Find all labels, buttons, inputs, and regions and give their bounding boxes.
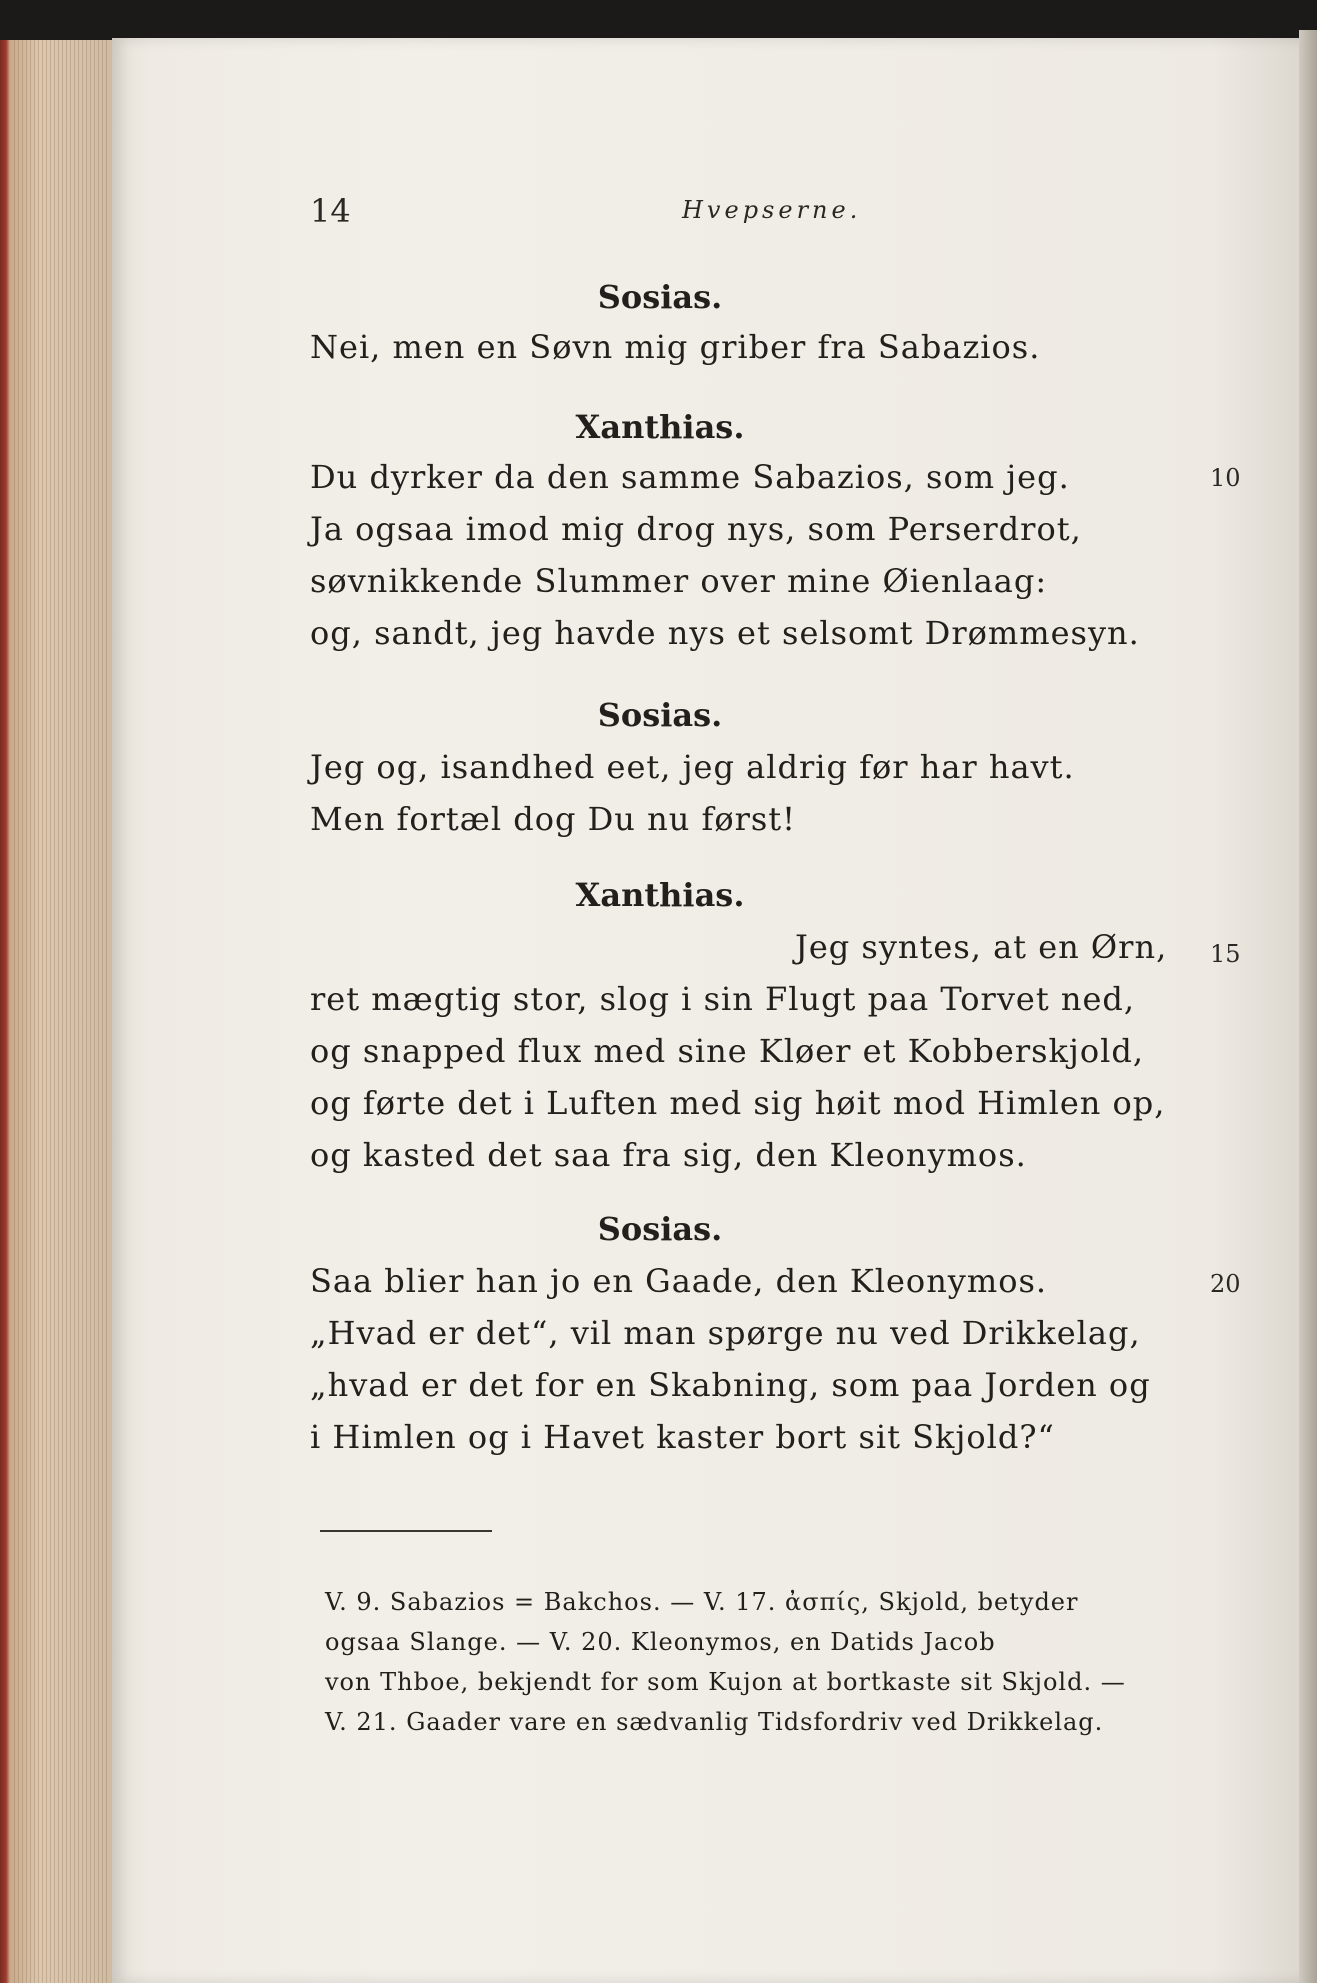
speaker-label: Sosias. xyxy=(597,278,723,316)
footnote-separator xyxy=(320,1530,492,1532)
page-number: 14 xyxy=(310,192,351,230)
verse-line: Men fortæl dog Du nu først! xyxy=(310,800,797,838)
line-number: 15 xyxy=(1210,940,1241,968)
footnote-line: von Thboe, bekjendt for som Kujon at bortkaste sit Skjold. — xyxy=(325,1668,1126,1696)
verse-line: Jeg og, isandhed eet, jeg aldrig før har havt. xyxy=(310,748,1075,786)
verse-line: og snapped flux med sine Kløer et Kobberskjold, xyxy=(310,1032,1144,1070)
verse-line: Saa blier han jo en Gaade, den Kleonymos. xyxy=(310,1262,1048,1300)
line-number: 10 xyxy=(1210,464,1241,492)
verse-line: „hvad er det for en Skabning, som paa Jorden og xyxy=(310,1366,1151,1404)
footnote-line: ogsaa Slange. — V. 20. Kleonymos, en Datids Jacob xyxy=(325,1628,996,1656)
verse-line: Ja ogsaa imod mig drog nys, som Perserdrot, xyxy=(310,510,1082,548)
line-number: 20 xyxy=(1210,1270,1241,1298)
verse-line: og kasted det saa fra sig, den Kleonymos. xyxy=(310,1136,1027,1174)
verse-line: Nei, men en Søvn mig griber fra Sabazios. xyxy=(310,328,1041,366)
speaker-label: Sosias. xyxy=(597,696,723,734)
speaker-label: Xanthias. xyxy=(575,408,745,446)
verse-line: „Hvad er det“, vil man spørge nu ved Drikkelag, xyxy=(310,1314,1141,1352)
speaker-label: Xanthias. xyxy=(575,876,745,914)
page-stack-edges xyxy=(14,40,108,1983)
footnote-line: V. 21. Gaader vare en sædvanlig Tidsfordriv ved Drikkelag. xyxy=(325,1708,1104,1736)
verse-line: Jeg syntes, at en Ørn, xyxy=(795,928,1168,966)
page-right-edge xyxy=(1299,30,1317,1983)
page-header xyxy=(310,192,1210,242)
verse-line: og førte det i Luften med sig høit mod Himlen op, xyxy=(310,1084,1166,1122)
running-title: Hvepserne. xyxy=(682,196,862,224)
verse-line: og, sandt, jeg havde nys et selsomt Drømmesyn. xyxy=(310,614,1140,652)
verse-line: Du dyrker da den samme Sabazios, som jeg. xyxy=(310,458,1070,496)
verse-line: søvnikkende Slummer over mine Øienlaag: xyxy=(310,562,1048,600)
speaker-label: Sosias. xyxy=(597,1210,723,1248)
verse-line: i Himlen og i Havet kaster bort sit Skjold?“ xyxy=(310,1418,1055,1456)
verse-line: ret mægtig stor, slog i sin Flugt paa Torvet ned, xyxy=(310,980,1136,1018)
footnote-line: V. 9. Sabazios = Bakchos. — V. 17. ἀσπίς, Skjold, betyder xyxy=(325,1588,1079,1616)
